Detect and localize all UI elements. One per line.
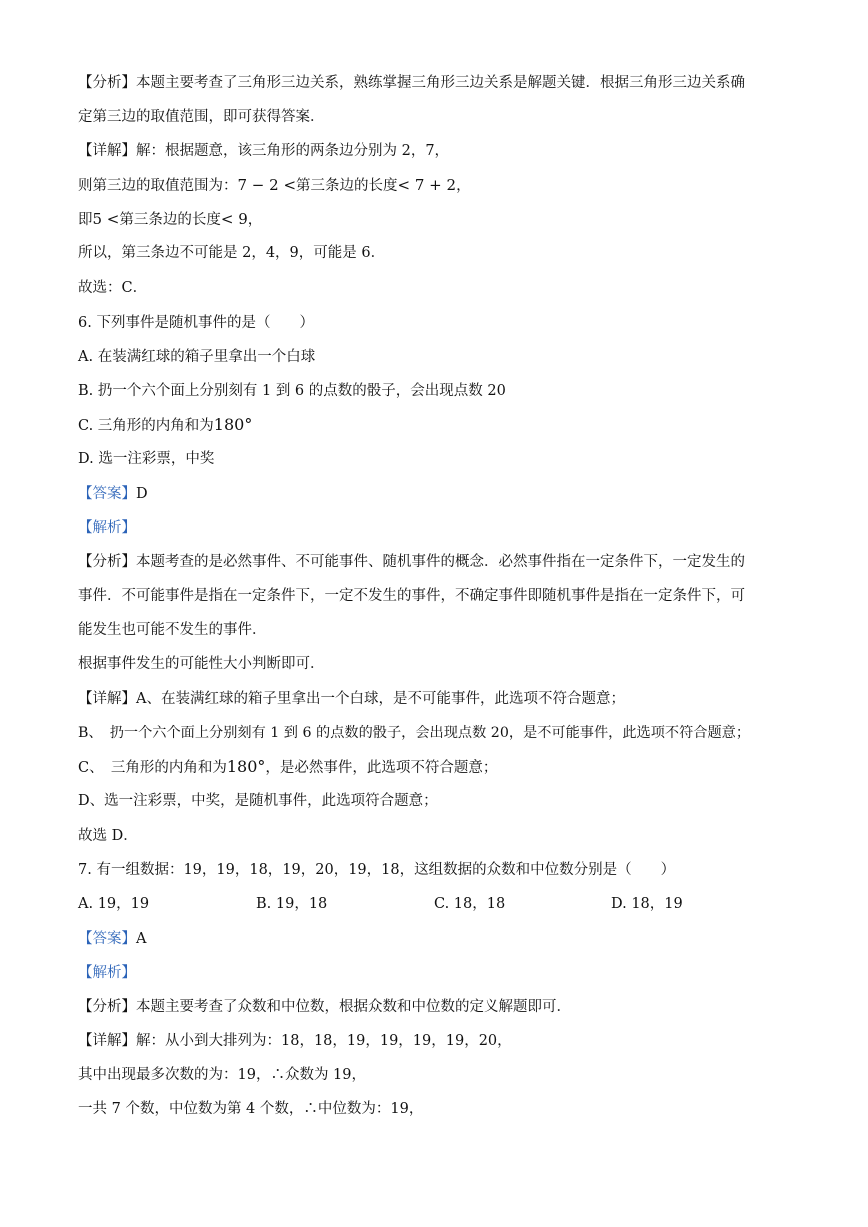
answer-tag: 【答案】 [78, 486, 136, 502]
q6-option-a: A. 在装满红球的箱子里拿出一个白球 [78, 349, 316, 365]
q6-analysis-line-4: 根据事件发生的可能性大小判断即可． [78, 656, 325, 672]
detail-tag: 【详解】 [78, 143, 136, 159]
q7-options [78, 894, 808, 914]
math-expr: < 7 + 2 [397, 176, 457, 194]
q5-detail-line-3 [78, 209, 808, 230]
math-expr: 180° [213, 415, 253, 434]
q5-detail-line-4: 所以，第三条边不可能是 2，4，9，可能是 6． [78, 245, 386, 261]
detail-text: 则第三边的取值范围为： [78, 178, 238, 194]
q6-detail-a [78, 689, 808, 709]
q7-analysis-line-1 [78, 997, 808, 1017]
q7-detail-line-3: 一共 7 个数，中位数为第 4 个数，∴中位数为：19， [78, 1101, 424, 1117]
detail-tag: 【详解】 [78, 1033, 136, 1049]
detail-text: C、 三角形的内角和为 [78, 760, 227, 776]
detail-text: ， [247, 212, 263, 228]
q7-option-c: C. 18，18 [434, 896, 506, 912]
detail-text: 解：根据题意，该三角形的两条边分别为 2，7， [136, 143, 450, 159]
answer-value: A [136, 931, 147, 947]
q5-analysis-line-1 [78, 73, 808, 93]
analysis-text: 本题考查的是必然事件、不可能事件、随机事件的概念．必然事件指在一定条件下，一定发生的 [136, 554, 745, 570]
q6-detail-c [78, 757, 808, 778]
q5-detail-line-1 [78, 141, 808, 161]
q6-analysis-line-2: 事件．不可能事件是指在一定条件下，一定不发生的事件，不确定事件即随机事件是指在一定条件下，可 [78, 588, 745, 604]
analysis-tag: 【分析】 [78, 75, 136, 91]
q6-option-c [78, 415, 808, 436]
answer-tag: 【答案】 [78, 931, 136, 947]
analysis-tag: 【分析】 [78, 999, 136, 1015]
detail-text: 即 [78, 212, 93, 228]
q7-detail-line-1 [78, 1031, 808, 1051]
detail-text: 第三条边的长度 [296, 178, 398, 194]
q7-option-d: D. 18，19 [611, 896, 683, 912]
q6-analysis-line-1 [78, 552, 808, 572]
analysis-tag: 【分析】 [78, 554, 136, 570]
math-expr: < 9 [220, 210, 248, 228]
analysis-text: 本题主要考查了三角形三边关系，熟练掌握三角形三边关系是解题关键．根据三角形三边关系确 [136, 75, 745, 91]
option-text: C. 三角形的内角和为 [78, 418, 214, 434]
answer-value: D [136, 486, 148, 502]
q5-analysis-line-2: 定第三边的取值范围，即可获得答案． [78, 109, 325, 125]
q6-answer [78, 484, 808, 504]
q7-stem: 7. 有一组数据：19，19，18，19，20，19，18，这组数据的众数和中位数分别是（ ） [78, 862, 676, 878]
q6-option-b: B. 扔一个六个面上分别刻有 1 到 6 的点数的骰子，会出现点数 20 [78, 383, 506, 399]
q7-jiexi-tag: 【解析】 [78, 965, 136, 981]
q6-detail-b: B、 扔一个六个面上分别刻有 1 到 6 的点数的骰子，会出现点数 20，是不可能事件，此选项不符合题意； [78, 725, 751, 741]
q7-answer [78, 929, 808, 949]
math-expr: 5 < [92, 210, 120, 228]
detail-text: ，是必然事件，此选项不符合题意； [265, 760, 498, 776]
detail-text: A、在装满红球的箱子里拿出一个白球，是不可能事件，此选项不符合题意； [136, 691, 625, 707]
q6-option-d: D. 选一注彩票，中奖 [78, 451, 215, 467]
detail-tag: 【详解】 [78, 691, 136, 707]
detail-text: 解：从小到大排列为：18，18，19，19，19，19，20， [136, 1033, 512, 1049]
q6-jiexi-tag: 【解析】 [78, 520, 136, 536]
q6-choice: 故选 D． [78, 828, 138, 844]
q7-option-b: B. 19，18 [256, 896, 328, 912]
detail-text: ， [456, 178, 471, 194]
q6-analysis-line-3: 能发生也可能不发生的事件． [78, 622, 267, 638]
math-expr: 180° [226, 757, 266, 776]
q5-choice: 故选：C． [78, 280, 148, 296]
analysis-text: 本题主要考查了众数和中位数，根据众数和中位数的定义解题即可． [136, 999, 571, 1015]
q6-stem: 6. 下列事件是随机事件的是（ ） [78, 315, 314, 331]
q5-detail-line-2 [78, 175, 808, 196]
q7-detail-line-2: 其中出现最多次数的为：19，∴众数为 19， [78, 1067, 367, 1083]
q7-option-a: A. 19，19 [78, 896, 150, 912]
detail-text: 第三条边的长度 [119, 212, 221, 228]
math-expr: 7 − 2 < [237, 176, 297, 194]
q6-detail-d: D、选一注彩票，中奖，是随机事件，此选项符合题意； [78, 793, 438, 809]
